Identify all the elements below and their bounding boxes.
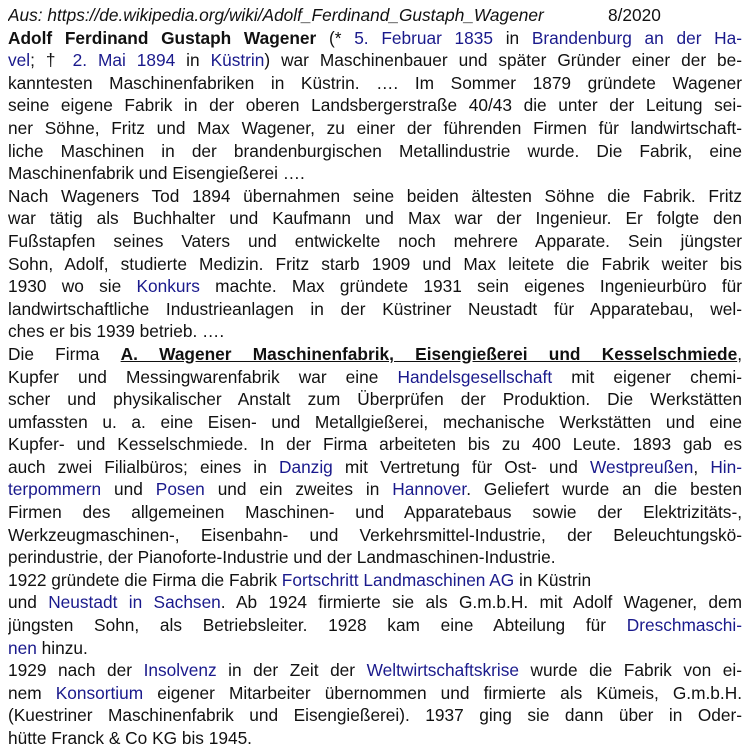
source-prefix: Aus:	[8, 5, 48, 25]
text-span: hinzu.	[36, 637, 88, 658]
text-line	[8, 366, 742, 389]
link-neustadt-sachsen[interactable]: Neustadt in Sachsen	[48, 592, 221, 613]
text-line: hütte Franck & Co KG bis 1945.	[8, 728, 252, 748]
text-span: und	[8, 592, 49, 613]
source-line	[8, 4, 742, 27]
link-westpreussen[interactable]: Westpreußen	[589, 456, 694, 477]
text-span: in	[493, 27, 532, 48]
text-line: perindustrie, der Pianoforte-Industrie und der Landmaschinen-Industrie.	[8, 547, 556, 568]
text-line: Firmen des allgemeinen Maschinen- und Apparatebaus sowie der Elektrizitäts-,	[8, 502, 742, 523]
paragraph-company	[8, 343, 742, 569]
link-weltwirtschaftskrise[interactable]: Weltwirtschaftskrise	[366, 660, 519, 681]
text-span: ,	[693, 456, 711, 477]
link-birth-date[interactable]: 5. Februar 1835	[354, 27, 493, 48]
text-span: jüngsten Sohn, als Betriebsleiter. 1928 kam eine Abteilung für	[8, 615, 627, 636]
text-line: Nach Wageners Tod 1894 übernahmen seine beiden ältesten Söhne die Fabrik. Fritz	[8, 185, 742, 206]
link-konkurs[interactable]: Konkurs	[136, 276, 200, 297]
text-line	[8, 637, 742, 660]
text-span: und	[101, 479, 156, 500]
company-name: A. Wagener Maschinenfabrik, Eisengießerei und Kesselschmiede	[120, 343, 738, 364]
text-span: 1922 gründete die Firma die Fabrik	[8, 569, 282, 590]
text-line: kanntesten Maschinenfabriken in Küstrin. …. Im Sommer 1879 gründete Wagener	[8, 72, 742, 93]
text-line: war tätig als Buchhalter und Kaufmann und Max war der Ingenieur. Er folgte den	[8, 208, 742, 229]
link-dreschmaschinen[interactable]: Dreschmaschi-	[626, 615, 742, 636]
link-kuestrin[interactable]: Küstrin	[210, 50, 265, 71]
text-line	[8, 614, 742, 637]
text-line	[8, 343, 742, 366]
paragraph-sons	[8, 185, 742, 343]
text-span: auch zwei Filialbüros; eines in	[8, 456, 279, 477]
text-line: Werkzeugmaschinen-, Eisenbahn- und Verkehrsmittel-Industrie, der Beleuchtungskö-	[8, 524, 742, 545]
text-span: 1929 nach der	[8, 660, 144, 681]
text-line: Sohn, Adolf, studierte Medizin. Fritz starb 1909 und Max leitete die Fabrik weiter bis	[8, 253, 742, 274]
link-hinterpommern-cont[interactable]: terpommern	[8, 479, 102, 500]
text-line: ner Söhne, Fritz und Max Wagener, zu einer der führenden Firmen für landwirtschaft-	[8, 117, 742, 138]
text-span: ,	[737, 343, 742, 364]
link-hannover[interactable]: Hannover	[392, 479, 467, 500]
text-line: scher und physikalischer Anstalt zum Überprüfen der Produktion. Die Werkstätten	[8, 389, 742, 410]
text-line: liche Maschinen in der brandenburgischen Metallindustrie wurde. Die Fabrik, eine	[8, 140, 742, 161]
source-citation	[8, 4, 608, 27]
source-date: 8/2020	[608, 5, 661, 25]
text-span: nem	[8, 682, 56, 703]
text-line: seine eigene Fabrik in der oberen Landsbergerstraße 40/43 die unter der Leitung sei-	[8, 95, 742, 116]
link-insolvenz[interactable]: Insolvenz	[143, 660, 217, 681]
paragraph-biography	[8, 27, 742, 185]
text-span: mit eigener chemi-	[552, 366, 742, 387]
link-konsortium[interactable]: Konsortium	[55, 682, 144, 703]
text-span: in Küstrin	[514, 569, 592, 590]
text-span: . Geliefert wurde an die besten	[466, 479, 742, 500]
link-brandenburg[interactable]: Brandenburg an der Ha-	[531, 27, 742, 48]
paragraph-1929	[8, 659, 742, 749]
person-name: Adolf Ferdinand Gustaph Wagener	[8, 27, 317, 48]
text-span: ; †	[30, 50, 73, 71]
text-span: Die Firma	[8, 343, 121, 364]
text-span: machte. Max gründete 1931 sein eigenes Ingenieurbüro für	[199, 276, 742, 297]
link-posen[interactable]: Posen	[155, 479, 205, 500]
link-hinterpommern[interactable]: Hin-	[710, 456, 742, 477]
text-line: ches er bis 1939 betrieb. ….	[8, 321, 225, 342]
text-line: landwirtschaftliche Industrieanlagen in der Küstriner Neustadt für Apparatebau, wel-	[8, 298, 742, 319]
text-line: Fußstapfen seines Vaters und entwickelte noch mehrere Apparate. Sein jüngster	[8, 230, 742, 251]
text-line	[8, 569, 742, 592]
link-dreschmaschinen-cont[interactable]: nen	[8, 637, 37, 658]
text-line: umfassten u. a. eine Eisen- und Metallgießerei, mechanische Werkstätten und eine	[8, 411, 742, 432]
text-span: . Ab 1924 firmierte sie als G.m.b.H. mit Adolf Wagener, dem	[220, 592, 742, 613]
text-span: eigener Mitarbeiter übernommen und firmierte als Kümeis, G.m.b.H.	[143, 682, 742, 703]
text-span: (*	[316, 27, 355, 48]
link-handelsgesellschaft[interactable]: Handelsgesellschaft	[397, 366, 553, 387]
link-brandenburg-cont[interactable]: vel	[8, 50, 31, 71]
paragraph-1922	[8, 569, 742, 659]
text-span: in	[175, 50, 211, 71]
text-line	[8, 456, 742, 479]
text-span: und ein zweites in	[204, 479, 393, 500]
text-span: ) war Maschinenbauer und später Gründer einer der be-	[264, 50, 742, 71]
text-line	[8, 682, 742, 705]
text-span: in der Zeit der	[216, 660, 367, 681]
text-span: wurde die Fabrik von ei-	[518, 660, 742, 681]
text-line: Maschinenfabrik und Eisengießerei ….	[8, 163, 305, 184]
text-line	[8, 27, 742, 50]
link-death-date[interactable]: 2. Mai 1894	[72, 50, 176, 71]
text-span: mit Vertretung für Ost- und	[332, 456, 590, 477]
link-danzig[interactable]: Danzig	[278, 456, 333, 477]
text-line: (Kuestriner Maschinenfabrik und Eisengießerei). 1937 ging sie dann über in Oder-	[8, 705, 742, 726]
text-line	[8, 478, 742, 501]
text-line	[8, 591, 742, 614]
link-fortschritt[interactable]: Fortschritt Landmaschinen AG	[281, 569, 515, 590]
text-line: Kupfer- und Kesselschmiede. In der Firma arbeiteten bis zu 400 Leute. 1893 gab es	[8, 434, 742, 455]
source-url: https://de.wikipedia.org/wiki/Adolf_Ferdinand_Gustaph_Wagener	[47, 5, 544, 25]
text-span: Kupfer und Messingwarenfabrik war eine	[8, 366, 398, 387]
text-line	[8, 275, 742, 298]
text-span: 1930 wo sie	[8, 276, 137, 297]
text-line	[8, 659, 742, 682]
text-line	[8, 49, 742, 72]
